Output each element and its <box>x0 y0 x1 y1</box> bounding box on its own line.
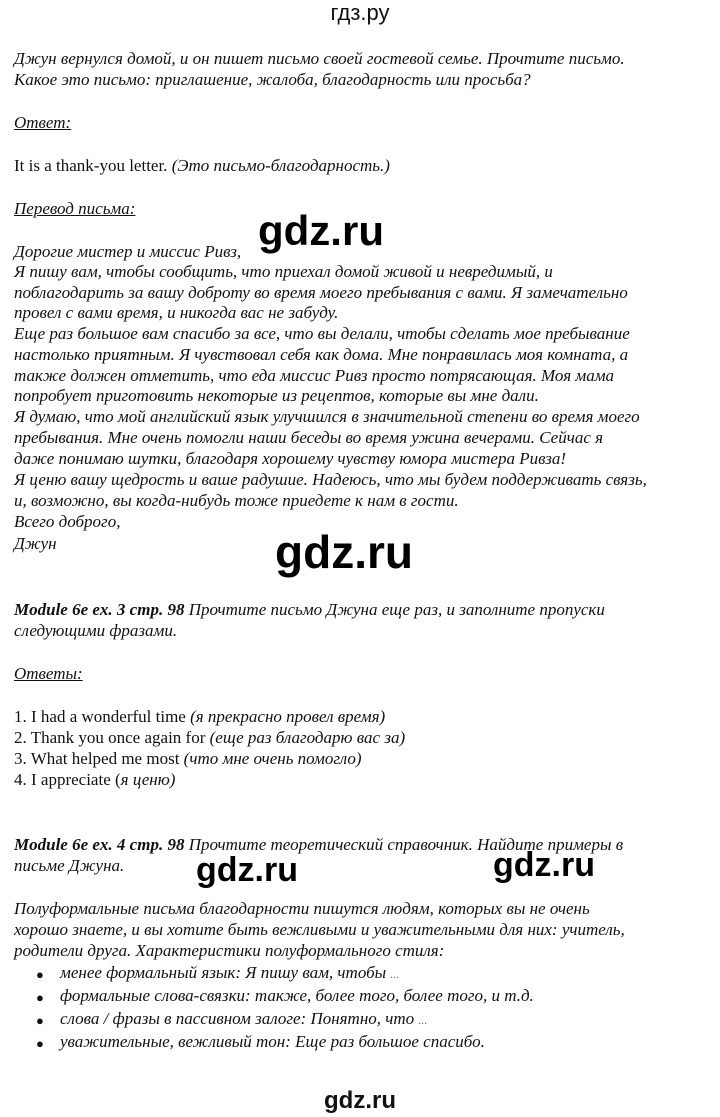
answer-item <box>14 749 362 769</box>
answer-number: 3. <box>14 749 27 768</box>
answers-label: Ответы: <box>14 664 83 683</box>
watermark: gdz.ru <box>275 526 413 578</box>
answer-label: Ответ: <box>14 113 72 132</box>
ex3-heading: Module 6e ex. 3 стр. 98 <box>14 600 185 619</box>
ex4-body-line: Полуформальные письма благодарности пишутся людям, которых вы не очень <box>14 899 590 918</box>
ex4-body-line: родители друга. Характеристики полуформального стиля: <box>14 941 445 960</box>
bullet-text: менее формальный язык: Я пишу вам, чтобы <box>60 963 387 982</box>
question-line: Джун вернулся домой, и он пишет письмо своей гостевой семье. Прочтите письмо. <box>14 49 625 68</box>
letter-line: Дорогие мистер и миссис Ривз, <box>14 242 242 261</box>
bullet-ellipsis: ... <box>418 1013 428 1027</box>
bullet-text: слова / фразы в пассивном залоге: Понятно, что <box>60 1009 415 1028</box>
letter-line: даже понимаю шутки, благодаря хорошему чувству юмора мистера Ривза! <box>14 449 567 468</box>
bullet-item <box>60 963 399 984</box>
ex4-task: Прочтите теоретический справочник. Найдите примеры в <box>188 835 624 854</box>
translation-label: Перевод письма: <box>14 199 136 218</box>
ex3-task: Прочтите письмо Джуна еще раз, и заполните пропуски <box>188 600 605 619</box>
letter-line: Я ценю вашу щедрость и ваше радушие. Надеюсь, что мы будем поддерживать связь, <box>14 470 647 489</box>
bullet-item <box>60 986 534 1006</box>
answer-text: It is a thank-you letter. <box>14 156 168 175</box>
bullet-icon: ● <box>36 1013 44 1028</box>
bullet-icon: ● <box>36 990 44 1005</box>
letter-line: также должен отметить, что еда миссис Ривз просто потрясающая. Моя мама <box>14 366 615 385</box>
answer-translation: (Это письмо-благодарность.) <box>171 156 390 175</box>
answer-line <box>14 156 390 176</box>
letter-line: Всего доброго, <box>14 512 121 531</box>
answer-en: I had a wonderful time <box>31 707 186 726</box>
letter-line: Джун <box>14 534 57 553</box>
letter-line: настолько приятным. Я чувствовал себя как дома. Мне понравилась моя комната, а <box>14 345 629 364</box>
question-line: Какое это письмо: приглашение, жалоба, благодарность или просьба? <box>14 70 531 89</box>
answer-en: What helped me most <box>30 749 180 768</box>
bullet-item <box>60 1032 485 1052</box>
watermark: gdz.ru <box>493 846 595 884</box>
answer-ru: (что мне очень помогло) <box>183 749 362 768</box>
answer-item <box>14 707 385 727</box>
site-header: гдз.ру <box>330 0 390 25</box>
answer-number: 4. <box>14 770 27 789</box>
answer-ru: я ценю) <box>120 770 176 789</box>
bullet-icon: ● <box>36 967 44 982</box>
answer-ru-open: ( <box>115 770 121 789</box>
letter-line: пребывания. Мне очень помогли наши беседы во время ужина вечерами. Сейчас я <box>14 428 604 447</box>
letter-line: и, возможно, вы когда-нибудь тоже приедете к нам в гости. <box>14 491 459 510</box>
watermark: gdz.ru <box>196 851 298 889</box>
ex3-heading-line <box>14 600 605 620</box>
bullet-icon: ● <box>36 1036 44 1051</box>
ex3-task-line: следующими фразами. <box>14 621 178 640</box>
bullet-item <box>60 1009 427 1030</box>
bullet-text: уважительные, вежливый тон: Еще раз большое спасибо. <box>60 1032 485 1051</box>
bullet-ellipsis: ... <box>390 967 400 981</box>
answer-en: Thank you once again for <box>30 728 206 747</box>
letter-line: Я думаю, что мой английский язык улучшился в значительной степени во время моего <box>14 407 640 426</box>
answer-en: I appreciate <box>31 770 111 789</box>
footer-watermark: gdz.ru <box>324 1087 396 1114</box>
letter-line: Еще раз большое вам спасибо за все, что вы делали, чтобы сделать мое пребывание <box>14 324 630 343</box>
answer-item <box>14 728 405 748</box>
watermark: gdz.ru <box>258 207 384 254</box>
ex4-body-line: хорошо знаете, и вы хотите быть вежливыми и уважительными для них: учитель, <box>14 920 625 939</box>
letter-line: попробует приготовить некоторые из рецептов, которые вы мне дали. <box>14 386 539 405</box>
letter-line: поблагодарить за вашу доброту во время моего пребывания с вами. Я замечательно <box>14 283 628 302</box>
answer-number: 2. <box>14 728 27 747</box>
answer-item <box>14 770 175 790</box>
ex4-task-line: письме Джуна. <box>14 856 125 875</box>
bullet-text: формальные слова-связки: также, более того, более того, и т.д. <box>60 986 534 1005</box>
answer-ru: (еще раз благодарю вас за) <box>209 728 406 747</box>
letter-line: Я пишу вам, чтобы сообщить, что приехал домой живой и невредимый, и <box>14 262 553 281</box>
answer-number: 1. <box>14 707 27 726</box>
answer-ru: (я прекрасно провел время) <box>190 707 386 726</box>
ex4-heading: Module 6e ex. 4 стр. 98 <box>14 835 185 854</box>
letter-line: провел с вами время, и никогда вас не забуду. <box>14 303 339 322</box>
